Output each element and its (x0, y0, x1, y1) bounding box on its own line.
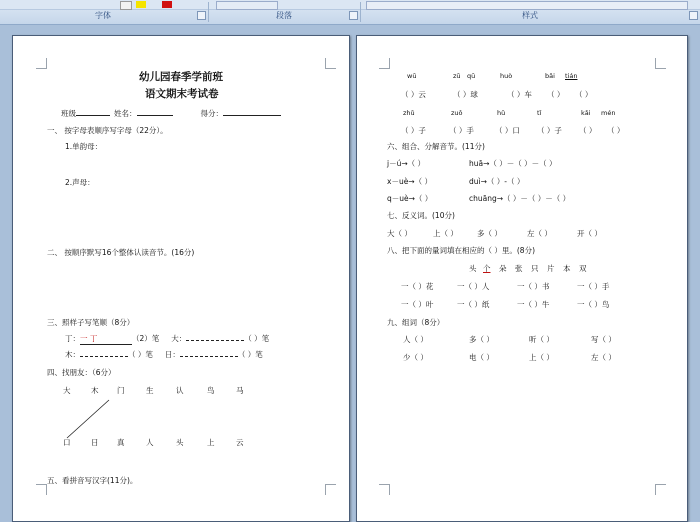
score-label: 得分： (200, 109, 223, 118)
blank-item: （ ） (607, 126, 625, 135)
ribbon-group-styles-label: 样式 (522, 11, 538, 20)
match-bottom-char: 上 (207, 438, 215, 447)
blank-item: （ ）手 (449, 126, 474, 135)
syllable-combine: q－uè→（ ） (387, 194, 433, 203)
match-bottom-char: 云 (236, 438, 244, 447)
word-group-item: 上（ ） (529, 353, 554, 362)
word-group-item: 写（ ） (591, 335, 616, 344)
antonym-item: 多（ ） (477, 229, 502, 238)
measure-word: 个 (483, 264, 491, 273)
measure-blank: 一（ ）纸 (457, 300, 490, 309)
question-1-part-b: 2.声母： (65, 178, 95, 187)
measure-word: 双 (579, 264, 587, 273)
ribbon-group-styles (362, 10, 698, 22)
blank-item: （ ） (547, 90, 565, 99)
blank-item: （ ）口 (495, 126, 520, 135)
pinyin: wū (407, 72, 417, 80)
question-6: 六、组合、分解音节。(11分) (387, 142, 485, 151)
pinyin: qū (467, 72, 476, 80)
question-7: 七、反义词。(10分) (387, 211, 455, 220)
syllable-split: huā→（ ）－（ ）－（ ） (469, 159, 557, 168)
word-group-item: 左（ ） (591, 353, 616, 362)
stroke-char-da: 大： (171, 334, 187, 343)
measure-word: 只 (531, 264, 539, 273)
question-1: 一、 按字母表顺序写字母（22分）。 (47, 126, 168, 135)
measure-blank: 一（ ）鸟 (577, 300, 610, 309)
question-2: 二、 按顺序默写16个整体认读音节。(16分) (47, 248, 195, 257)
word-group-item: 少（ ） (403, 353, 428, 362)
ribbon-group-paragraph (210, 10, 358, 22)
match-bottom-char: 日 (91, 438, 99, 447)
syllable-split: duì→（ ）-（ ） (469, 177, 525, 186)
ribbon-separator (360, 2, 361, 22)
ribbon (0, 0, 700, 25)
stroke-char-mu: 木： (65, 350, 80, 359)
margin-corner-mark (655, 484, 666, 495)
question-5: 五、看拼音写汉字(11分)。 (47, 476, 138, 485)
syllable-split: chuāng→（ ）－（ ）－（ ） (469, 194, 571, 203)
measure-blank: 一（ ）牛 (517, 300, 550, 309)
match-top-char: 门 (117, 386, 125, 395)
margin-corner-mark (379, 58, 390, 69)
antonym-item: 左（ ） (527, 229, 552, 238)
margin-corner-mark (379, 484, 390, 495)
paragraph-tools-icon[interactable] (216, 1, 278, 10)
pinyin: bǎi (545, 72, 555, 80)
stroke-count-mu: （ ）笔 (128, 350, 153, 359)
stroke-count-ding: （2）笔 (132, 334, 160, 343)
blank-item: （ ）子 (537, 126, 562, 135)
document-page-right[interactable] (356, 35, 688, 522)
match-top-char: 认 (176, 386, 184, 395)
pinyin: tǐ (537, 109, 542, 117)
ribbon-group-font-label: 字体 (95, 11, 111, 20)
question-1-part-a: 1.单韵母： (65, 142, 103, 151)
match-top-char: 马 (236, 386, 244, 395)
measure-word: 本 (563, 264, 571, 273)
syllable-combine: j－ú→（ ） (387, 159, 426, 168)
stroke-count-ri: （ ）笔 (237, 350, 263, 359)
syllable-combine: x－uè→（ ） (387, 177, 432, 186)
exam-title-2: 语文期末考试卷 (145, 88, 219, 100)
measure-word: 片 (547, 264, 555, 273)
antonym-item: 大（ ） (387, 229, 412, 238)
pinyin: huò (500, 72, 513, 80)
ribbon-group-paragraph-label: 段落 (276, 11, 292, 20)
measure-word: 头 (469, 264, 477, 273)
measure-word: 朵 (499, 264, 507, 273)
measure-blank: 一（ ）叶 (401, 300, 434, 309)
dialog-launcher-icon[interactable] (197, 11, 206, 20)
measure-blank: 一（ ）手 (577, 282, 610, 291)
antonym-item: 开（ ） (577, 229, 602, 238)
pinyin: kǎi (581, 109, 591, 117)
match-bottom-char: 头 (176, 438, 184, 447)
pinyin: tián (565, 72, 578, 80)
stroke-example: 一 丁 (80, 334, 132, 345)
match-top-char: 大 (63, 386, 71, 395)
ribbon-group-font (0, 10, 206, 22)
styles-gallery[interactable] (366, 1, 688, 10)
match-bottom-char: 人 (146, 438, 154, 447)
font-color-icon[interactable] (162, 1, 172, 8)
ribbon-separator (208, 2, 209, 22)
measure-blank: 一（ ）书 (517, 282, 550, 291)
pinyin: hǔ (497, 109, 506, 117)
blank-item: （ ） (579, 126, 597, 135)
question-9: 九、组词（8分） (387, 318, 445, 327)
question-4: 四、找朋友：（6分） (47, 368, 116, 377)
measure-word: 张 (515, 264, 523, 273)
blank-item: （ ）云 (401, 90, 426, 99)
dialog-launcher-icon[interactable] (689, 11, 698, 20)
question-8: 八、把下面的量词填在相应的（ ）里。(8分) (387, 246, 536, 255)
exam-title-1: 幼儿园春季学前班 (139, 71, 223, 83)
measure-blank: 一（ ）人 (457, 282, 490, 291)
stroke-char-ri: 日： (164, 350, 180, 359)
match-bottom-char: 真 (117, 438, 125, 447)
highlight-color-icon[interactable] (136, 1, 146, 8)
blank-item: （ ）子 (401, 126, 426, 135)
stroke-char-ding: 丁： (65, 334, 80, 343)
blank-item: （ ）车 (507, 90, 532, 99)
word-group-item: 电（ ） (469, 353, 494, 362)
antonym-item: 上（ ） (433, 229, 458, 238)
question-3: 三、照样子写笔顺（8分） (47, 318, 135, 327)
ribbon-controls-strip (0, 0, 700, 10)
match-bottom-char: 口 (63, 438, 71, 447)
blank-item: （ ）球 (453, 90, 478, 99)
word-group-item: 听（ ） (529, 335, 554, 344)
margin-corner-mark (655, 58, 666, 69)
word-group-item: 多（ ） (469, 335, 494, 344)
match-top-char: 鸟 (207, 386, 215, 395)
match-top-char: 木 (91, 386, 99, 395)
pinyin: zhǔ (403, 109, 415, 117)
class-label: 班级 (61, 109, 76, 118)
name-label: 姓名： (114, 109, 137, 118)
measure-blank: 一（ ）花 (401, 282, 434, 291)
pinyin: zuǒ (451, 109, 463, 117)
blank-item: （ ） (575, 90, 593, 99)
word-group-item: 人（ ） (403, 335, 428, 344)
stroke-count-da: （ ）笔 (244, 334, 270, 343)
pinyin: mén (601, 109, 616, 117)
clear-format-icon[interactable] (120, 1, 132, 10)
match-top-char: 生 (146, 386, 154, 395)
pinyin: zū (453, 72, 461, 80)
dialog-launcher-icon[interactable] (349, 11, 358, 20)
match-connector-line (13, 36, 349, 521)
document-page-left[interactable] (12, 35, 350, 522)
